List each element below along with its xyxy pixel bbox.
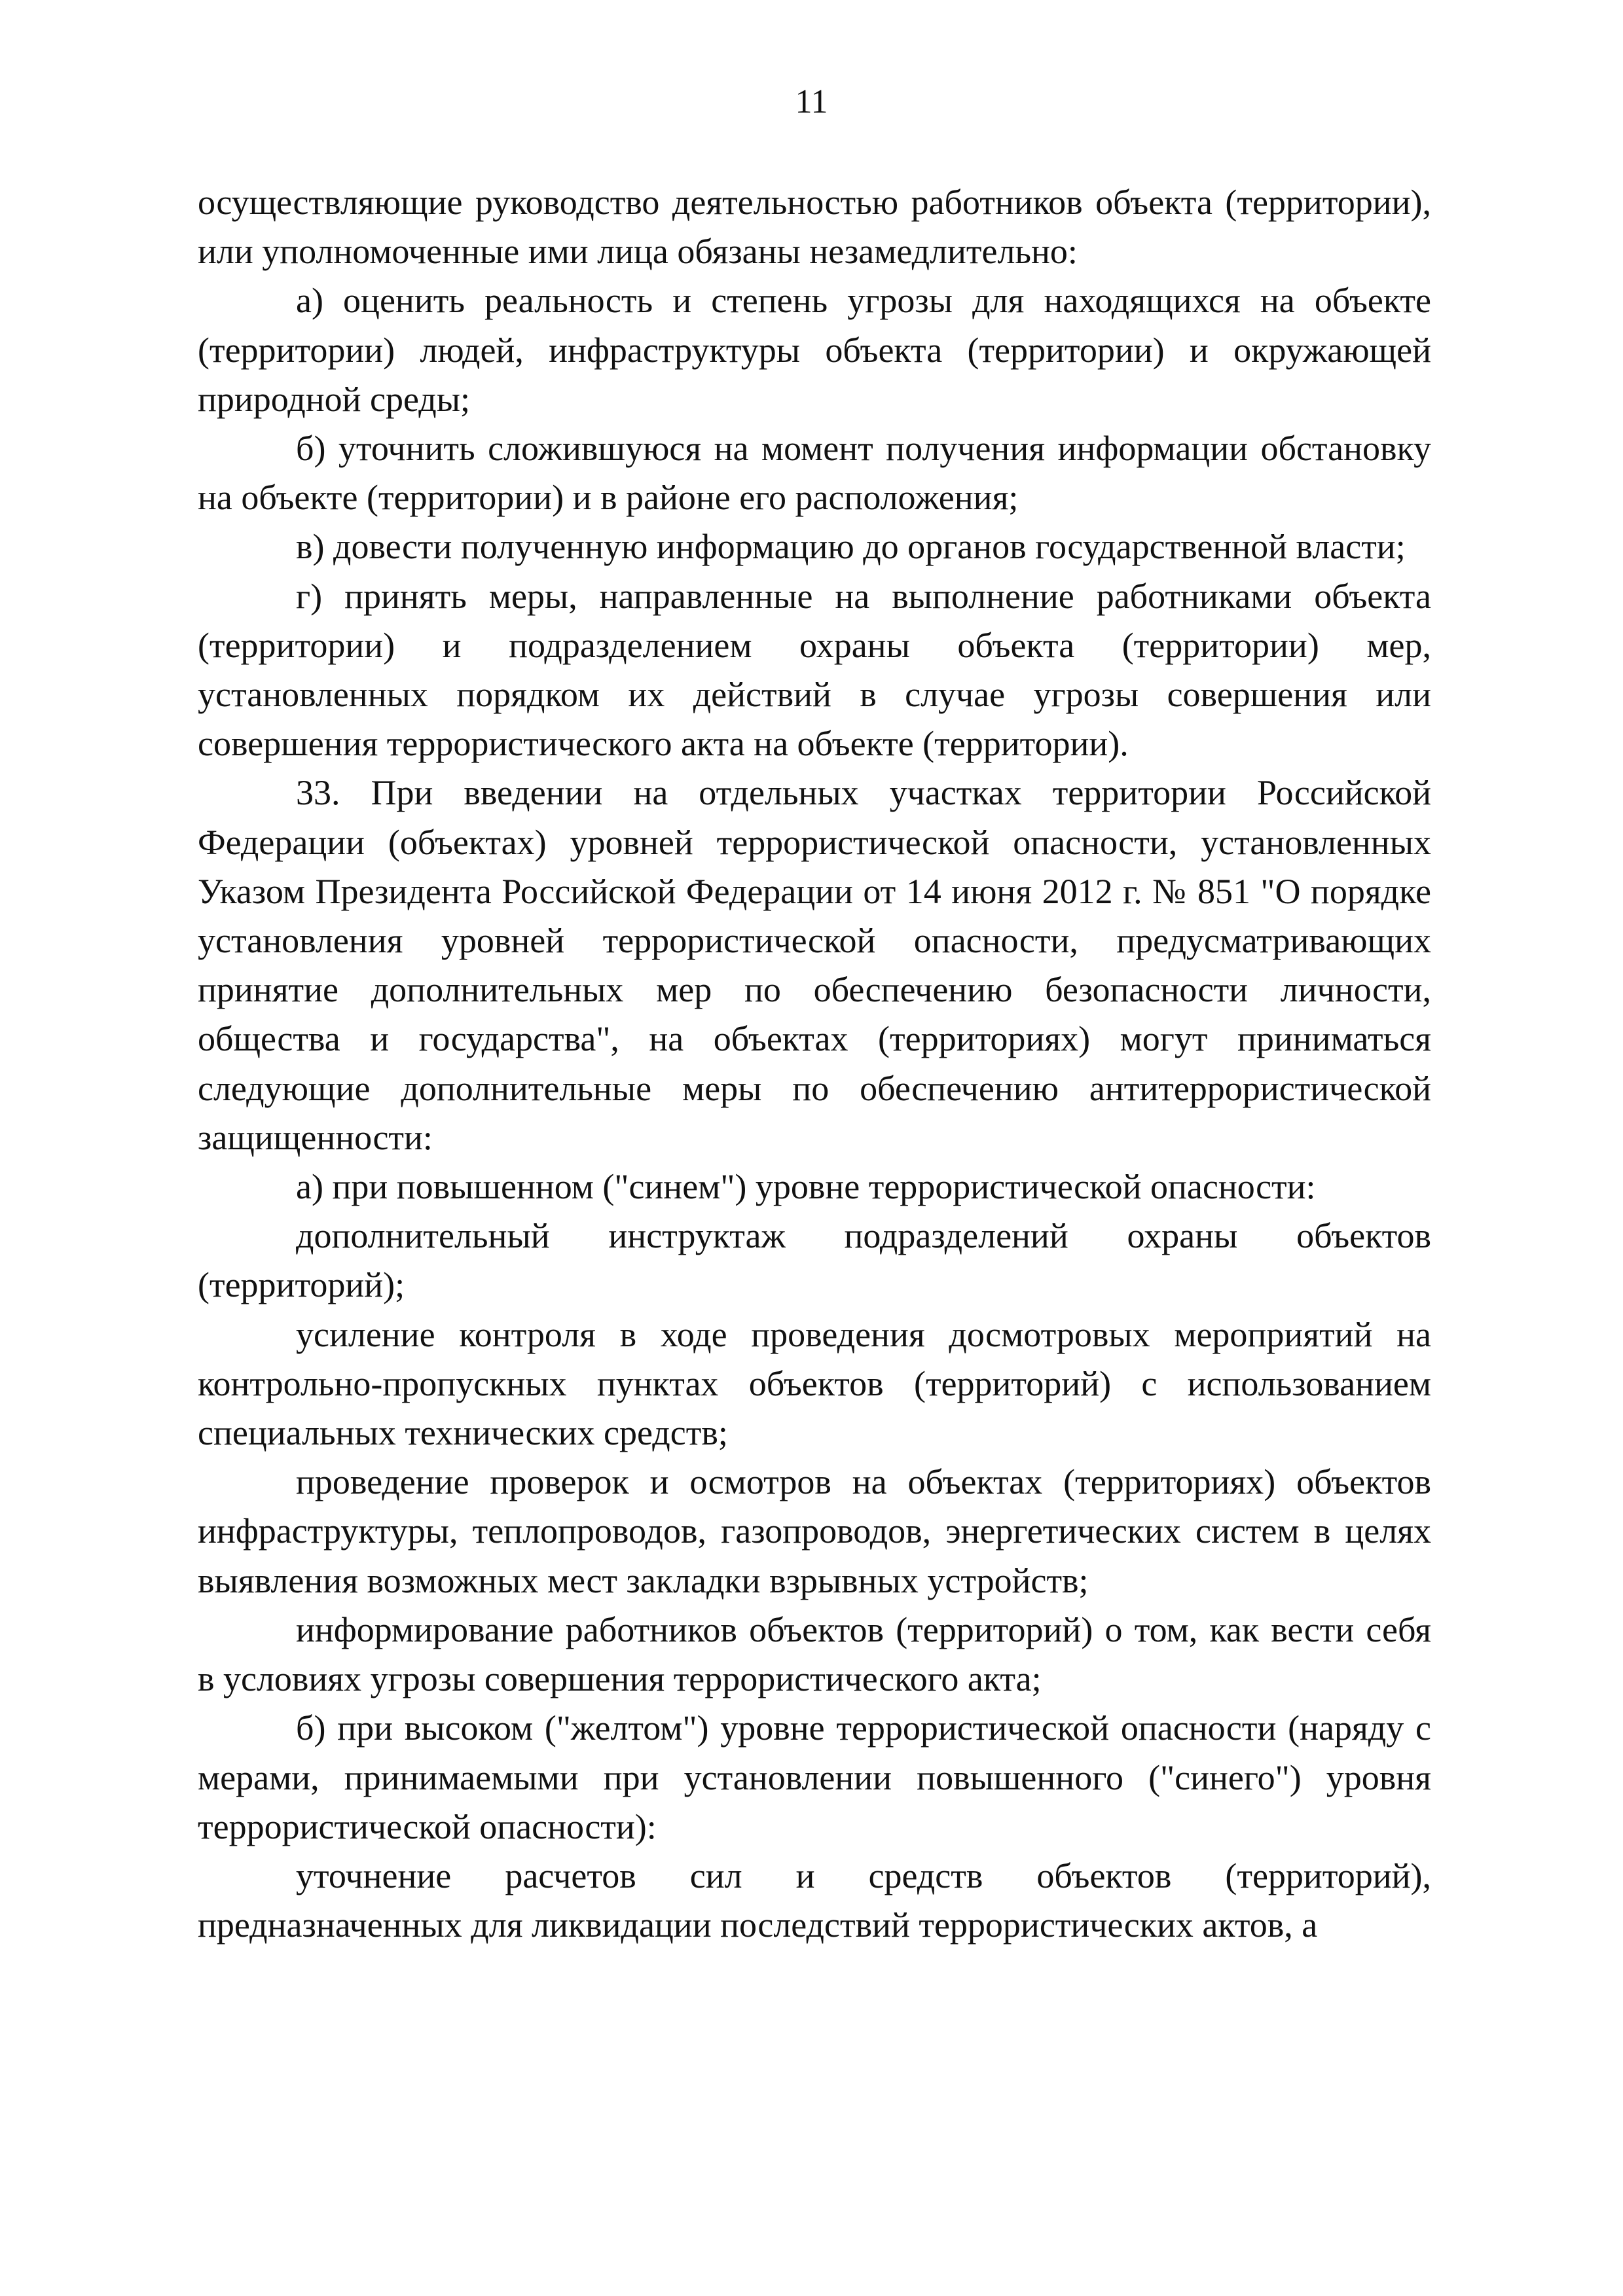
paragraph-item-v-inform-authorities: в) довести полученную информацию до органов государственной власти; (296, 527, 1406, 567)
paragraph-continuation: осуществляющие руководство деятельностью работников объекта (территории), или уполномоченные ими лица обязаны незамедлительно: (198, 183, 1431, 272)
paragraph-yellow-level: б) при высоком ("желтом") уровне террористической опасности (наряду с мерами, принимаемыми при установлении повышенного ("синего") уровня террористической опасности): (198, 1708, 1431, 1846)
paragraph-enhanced-control: усиление контроля в ходе проведения досмотровых мероприятий на контрольно-пропускных пунктах объектов (территорий) с использованием специальных технических средств; (198, 1314, 1431, 1453)
paragraph-refine-calculations: уточнение расчетов сил и средств объектов (территорий), предназначенных для ликвидации последствий террористических актов, а (198, 1856, 1431, 1945)
paragraph-additional-briefing: дополнительный инструктаж подразделений охраны объектов (территорий); (198, 1216, 1431, 1305)
page-number: 11 (795, 83, 828, 120)
paragraph-clause-33: 33. При введении на отдельных участках территории Российской Федерации (объектах) уровней террористической опасности, установленных Указом Президента Российской Федерации от 14 июня 2012 г. № 851 "О порядке установления уровней террористической опасности, предусматривающих принятие дополнительных мер по обеспечению безопасности личности, общества и государства", на объектах (территориях) могут приниматься следующие дополнительные меры по обеспечению антитеррористической защищенности: (198, 773, 1431, 1157)
paragraph-item-b-clarify-situation: б) уточнить сложившуюся на момент получения информации обстановку на объекте (территории) и в районе его расположения; (198, 429, 1431, 518)
paragraph-item-g-take-measures: г) принять меры, направленные на выполнение работниками объекта (территории) и подразделением охраны объекта (территории) мер, установленных порядком их действий в случае угрозы совершения или совершения террористического акта на объекте (территории). (198, 576, 1431, 764)
paragraph-item-a-assess-threat: а) оценить реальность и степень угрозы для находящихся на объекте (территории) людей, инфраструктуры объекта (территории) и окружающей природной среды; (198, 281, 1431, 419)
paragraph-informing-workers: информирование работников объектов (территорий) о том, как вести себя в условиях угрозы совершения террористического акта; (198, 1609, 1431, 1699)
document-body (198, 178, 1431, 1950)
paragraph-blue-level: а) при повышенном ("синем") уровне террористической опасности: (296, 1167, 1316, 1207)
paragraph-inspections: проведение проверок и осмотров на объектах (территориях) объектов инфраструктуры, теплопроводов, газопроводов, энергетических систем в целях выявления возможных мест закладки взрывных устройств; (198, 1462, 1431, 1600)
